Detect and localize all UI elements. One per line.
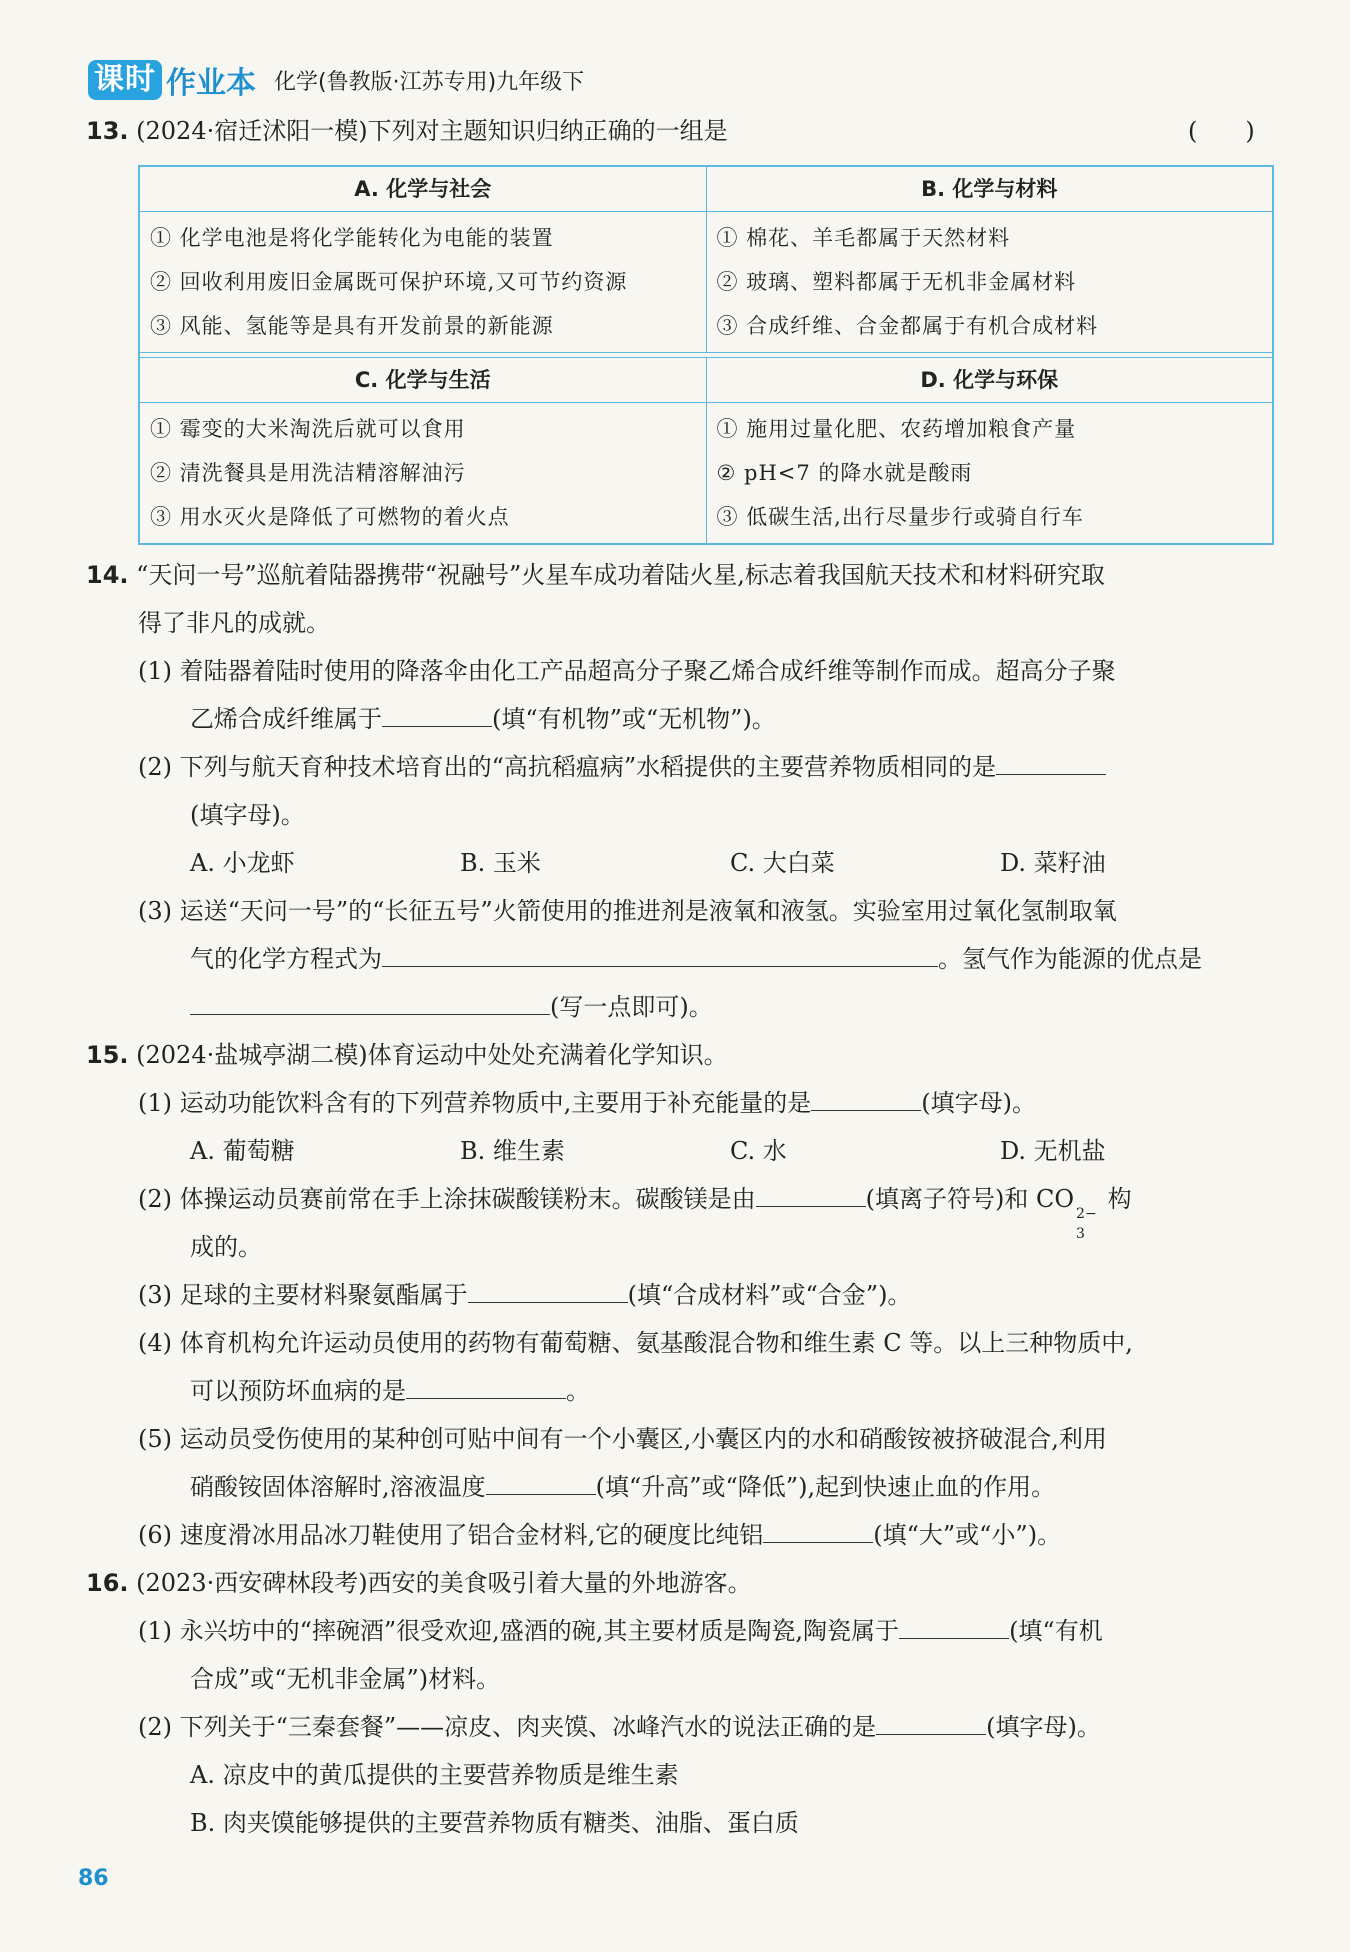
q13-stem — [86, 116, 728, 146]
table-cell-a — [140, 167, 707, 352]
table-cell-c — [140, 358, 707, 543]
text: 。氢气作为能源的优点是 — [938, 945, 1202, 973]
q13-stem-text: (2024·宿迁沭阳一模)下列对主题知识归纳正确的一组是 — [136, 117, 728, 145]
q15-part3 — [138, 1280, 911, 1310]
text: (填“有机 — [1009, 1617, 1103, 1645]
q14-part3-cont — [190, 944, 1202, 974]
q14-option-a: A. 小龙虾 — [190, 849, 295, 877]
logo-badge: 课时 — [88, 60, 162, 100]
q14-number: 14. — [86, 561, 129, 589]
answer-blank[interactable] — [996, 752, 1106, 775]
q15-part2 — [138, 1184, 1132, 1242]
table-cell-b — [707, 167, 1273, 352]
q16-stem-text: (2023·西安碑林段考)西安的美食吸引着大量的外地游客。 — [136, 1569, 752, 1597]
text: 气的化学方程式为 — [190, 945, 382, 973]
subject-title: 化学(鲁教版·江苏专用)九年级下 — [274, 69, 585, 95]
q15-part2-cont: 成的。 — [190, 1233, 262, 1261]
q15-number: 15. — [86, 1041, 129, 1069]
text: (写一点即可)。 — [550, 993, 713, 1021]
q15-part4: (4) 体育机构允许运动员使用的药物有葡萄糖、氨基酸混合物和维生素 C 等。以上三种物质中, — [138, 1329, 1133, 1357]
table-item: ② 清洗餐具是用洗洁精溶解油污 — [150, 461, 466, 485]
q14-part2-cont: (填字母)。 — [190, 801, 305, 829]
q15-part5-cont — [190, 1472, 1055, 1502]
q15-stem-text: (2024·盐城亭湖二模)体育运动中处处充满着化学知识。 — [136, 1041, 728, 1069]
q13-table — [138, 165, 1274, 545]
q14-part3: (3) 运送“天问一号”的“长征五号”火箭使用的推进剂是液氧和液氢。实验室用过氧化氢制取氧 — [138, 897, 1117, 925]
table-item: ③ 合成纤维、合金都属于有机合成材料 — [716, 314, 1099, 338]
text: (1) 运动功能饮料含有的下列营养物质中,主要用于补充能量的是 — [138, 1089, 812, 1117]
text: (填字母)。 — [986, 1713, 1101, 1741]
q16-option-a: A. 凉皮中的黄瓜提供的主要营养物质是维生素 — [190, 1761, 679, 1789]
text: 硝酸铵固体溶解时,溶液温度 — [190, 1473, 486, 1501]
answer-blank[interactable] — [899, 1616, 1009, 1639]
q14-stem-cont: 得了非凡的成就。 — [138, 609, 330, 637]
text: (2) 下列与航天育种技术培育出的“高抗稻瘟病”水稻提供的主要营养物质相同的是 — [138, 753, 997, 781]
page-header — [88, 58, 584, 102]
text: (2) 下列关于“三秦套餐”——凉皮、肉夹馍、冰峰汽水的说法正确的是 — [138, 1713, 877, 1741]
table-item: ① 棉花、羊毛都属于天然材料 — [716, 226, 1011, 250]
q15-stem — [86, 1040, 728, 1070]
q15-option-b: B. 维生素 — [460, 1137, 565, 1165]
q16-part1 — [138, 1616, 1103, 1646]
answer-blank[interactable] — [382, 944, 938, 967]
table-item: ① 化学电池是将化学能转化为电能的装置 — [150, 226, 554, 250]
q14-part1: (1) 着陆器着陆时使用的降落伞由化工产品超高分子聚乙烯合成纤维等制作而成。超高分子聚 — [138, 657, 1116, 685]
table-item: ③ 用水灭火是降低了可燃物的着火点 — [150, 505, 510, 529]
q14-stem-text: “天问一号”巡航着陆器携带“祝融号”火星车成功着陆火星,标志着我国航天技术和材料研究取 — [136, 561, 1105, 589]
text: (1) 永兴坊中的“摔碗酒”很受欢迎,盛酒的碗,其主要材质是陶瓷,陶瓷属于 — [138, 1617, 900, 1645]
answer-blank[interactable] — [190, 992, 550, 1015]
q16-part2 — [138, 1712, 1101, 1742]
table-item: ② 回收利用废旧金属既可保护环境,又可节约资源 — [150, 270, 628, 294]
text: 构 — [1100, 1185, 1132, 1213]
text: (填离子符号)和 CO — [865, 1185, 1075, 1213]
text: (填“大”或“小”)。 — [873, 1521, 1062, 1549]
q13-number: 13. — [86, 117, 129, 145]
answer-blank[interactable] — [406, 1376, 566, 1399]
q15-option-d: D. 无机盐 — [1000, 1137, 1106, 1165]
subscript: 3 — [1076, 1226, 1085, 1242]
q16-number: 16. — [86, 1569, 129, 1597]
text: (填“有机物”或“无机物”)。 — [492, 705, 776, 733]
table-cell-d — [707, 358, 1273, 543]
logo-text: 作业本 — [166, 66, 256, 101]
q14-part1-cont — [190, 704, 776, 734]
superscript: 2− — [1076, 1206, 1097, 1222]
table-head-a: A. 化学与社会 — [140, 167, 706, 212]
text: (填“升高”或“降低”),起到快速止血的作用。 — [595, 1473, 1056, 1501]
q15-part6 — [138, 1520, 1061, 1550]
q15-option-c: C. 水 — [730, 1137, 787, 1165]
q14-stem — [86, 560, 1105, 590]
table-item: ③ 低碳生活,出行尽量步行或骑自行车 — [716, 505, 1084, 529]
answer-blank[interactable] — [382, 704, 492, 727]
text: (填字母)。 — [921, 1089, 1036, 1117]
table-item: ② 玻璃、塑料都属于无机非金属材料 — [716, 270, 1077, 294]
answer-blank[interactable] — [486, 1472, 596, 1495]
table-head-b: B. 化学与材料 — [707, 167, 1273, 212]
text: (2) 体操运动员赛前常在手上涂抹碳酸镁粉末。碳酸镁是由 — [138, 1185, 756, 1213]
table-head-d: D. 化学与环保 — [707, 358, 1273, 403]
q14-option-c: C. 大白菜 — [730, 849, 835, 877]
answer-blank[interactable] — [811, 1088, 921, 1111]
answer-blank[interactable] — [756, 1184, 866, 1207]
page-number: 86 — [78, 1866, 109, 1891]
q16-part1-cont: 合成”或“无机非金属”)材料。 — [190, 1665, 501, 1693]
q15-part5: (5) 运动员受伤使用的某种创可贴中间有一个小囊区,小囊区内的水和硝酸铵被挤破混合,利用 — [138, 1425, 1107, 1453]
answer-blank[interactable] — [876, 1712, 986, 1735]
text: (填“合成材料”或“合金”)。 — [627, 1281, 912, 1309]
table-item: ① 霉变的大米淘洗后就可以食用 — [150, 417, 466, 441]
q14-part3-cont2 — [190, 992, 713, 1022]
q16-stem — [86, 1568, 752, 1598]
q15-part1 — [138, 1088, 1036, 1118]
q13-answer-bracket[interactable]: ( ) — [1188, 117, 1255, 145]
table-item: ③ 风能、氢能等是具有开发前景的新能源 — [150, 314, 554, 338]
q15-part4-cont — [190, 1376, 590, 1406]
q14-option-d: D. 菜籽油 — [1000, 849, 1106, 877]
q14-part2 — [138, 752, 1106, 782]
answer-blank[interactable] — [763, 1520, 873, 1543]
table-item: ① 施用过量化肥、农药增加粮食产量 — [716, 417, 1077, 441]
text: 乙烯合成纤维属于 — [190, 705, 382, 733]
text: 。 — [566, 1377, 590, 1405]
text: (3) 足球的主要材料聚氨酯属于 — [138, 1281, 468, 1309]
text: 可以预防坏血病的是 — [190, 1377, 406, 1405]
q15-option-a: A. 葡萄糖 — [190, 1137, 295, 1165]
q16-option-b: B. 肉夹馍能够提供的主要营养物质有糖类、油脂、蛋白质 — [190, 1809, 799, 1837]
table-head-c: C. 化学与生活 — [140, 358, 706, 403]
table-item: ② pH<7 的降水就是酸雨 — [716, 461, 973, 485]
answer-blank[interactable] — [468, 1280, 628, 1303]
q14-option-b: B. 玉米 — [460, 849, 541, 877]
text: (6) 速度滑冰用品冰刀鞋使用了铝合金材料,它的硬度比纯铝 — [138, 1521, 764, 1549]
